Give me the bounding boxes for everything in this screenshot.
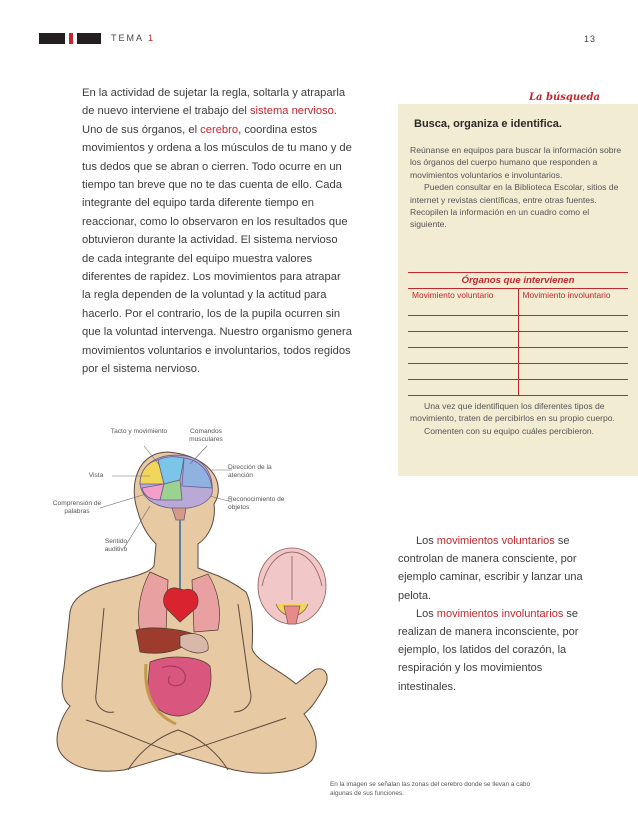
term-movimientos-involuntarios: movimientos involuntarios: [436, 607, 564, 620]
chapter-label: TEMA 1: [111, 33, 156, 43]
intro-paragraph: En la actividad de sujetar la regla, soltarla y atraparla de nuevo interviene el trabajo del sistema nervioso. Uno de sus órganos, el cerebro, coordina estos movimientos y ordena a los músculos de tu mano y de tus dedos que se abran o cierren. Todo ocurre en un tiempo tan breve que no te das cuenta de ello. Cada integrante del equipo tarda diferente tiempo en reaccionar, como lo observaron en los resultados que obtuvieron durante la actividad. El sistema nervioso de cada integrante del equipo muestra valores diferentes de rapidez. Los movimientos para atrapar la regla dependen de la voluntad y la actitud para hacerlo. Por el contrario, los de la pupila ocurren sin que la voluntad intervenga. Nuestro organismo genera movimientos voluntarios e involuntarios, todos regidos por el sistema nervioso.: [82, 87, 352, 376]
label-reconocimiento: Reconocimiento de objetos: [228, 496, 285, 511]
term-sistema-nervioso: sistema nervioso: [249, 105, 334, 118]
section-tag: La búsqueda: [529, 92, 600, 103]
panel-paragraph: Comenten con su equipo cuáles percibieron.: [424, 425, 595, 436]
chapter-number: 1: [148, 33, 156, 43]
label-vista: Vista: [88, 472, 104, 479]
panel-paragraph: Reúnanse en equipos para buscar la información sobre los órganos del cuerpo humano que responden a movimientos voluntarios e involuntarios.: [410, 145, 622, 180]
label-sentido: Sentido auditivo: [104, 538, 128, 553]
label-comprension: Comprensión de palabras: [52, 500, 102, 515]
column-involuntario: Movimiento involuntario: [518, 289, 629, 315]
panel-paragraph: Una vez que identifiquen los diferentes tipos de movimiento, traten de percibirlos en su propio cuerpo.: [410, 401, 615, 424]
panel-title: Busca, organiza e identifica.: [414, 118, 562, 130]
label-comandos: Comandos musculares: [189, 428, 223, 443]
page-number: 13: [583, 34, 596, 44]
figure-caption: En la imagen se señalan las zonas del cerebro donde se llevan a cabo algunas de sus funciones.: [330, 781, 531, 797]
label-direccion: Dirección de la atención: [228, 464, 272, 479]
label-tacto: Tacto y movimiento: [110, 428, 168, 435]
brain-inset: [258, 548, 326, 624]
panel-paragraph: Pueden consultar en la Biblioteca Escolar, sitios de internet y revistas científicas, entre otras fuentes. Recopilen la información en un cuadro como el siguiente.: [410, 182, 619, 230]
column-voluntario: Movimiento voluntario: [412, 290, 494, 300]
term-movimientos-voluntarios: movimientos voluntarios: [436, 535, 555, 547]
involuntary-paragraph: Los movimientos involuntarios se realizan de manera inconsciente, por ejemplo, los latidos del corazón, la respiración y los movimientos intestinales.: [398, 607, 579, 693]
voluntary-paragraph: Los movimientos voluntarios se controlan de manera consciente, por ejemplo caminar, escribir y lanzar una pelota.: [398, 535, 583, 602]
table-header: Órganos que intervienen: [408, 272, 628, 289]
term-cerebro: cerebro: [200, 123, 239, 136]
